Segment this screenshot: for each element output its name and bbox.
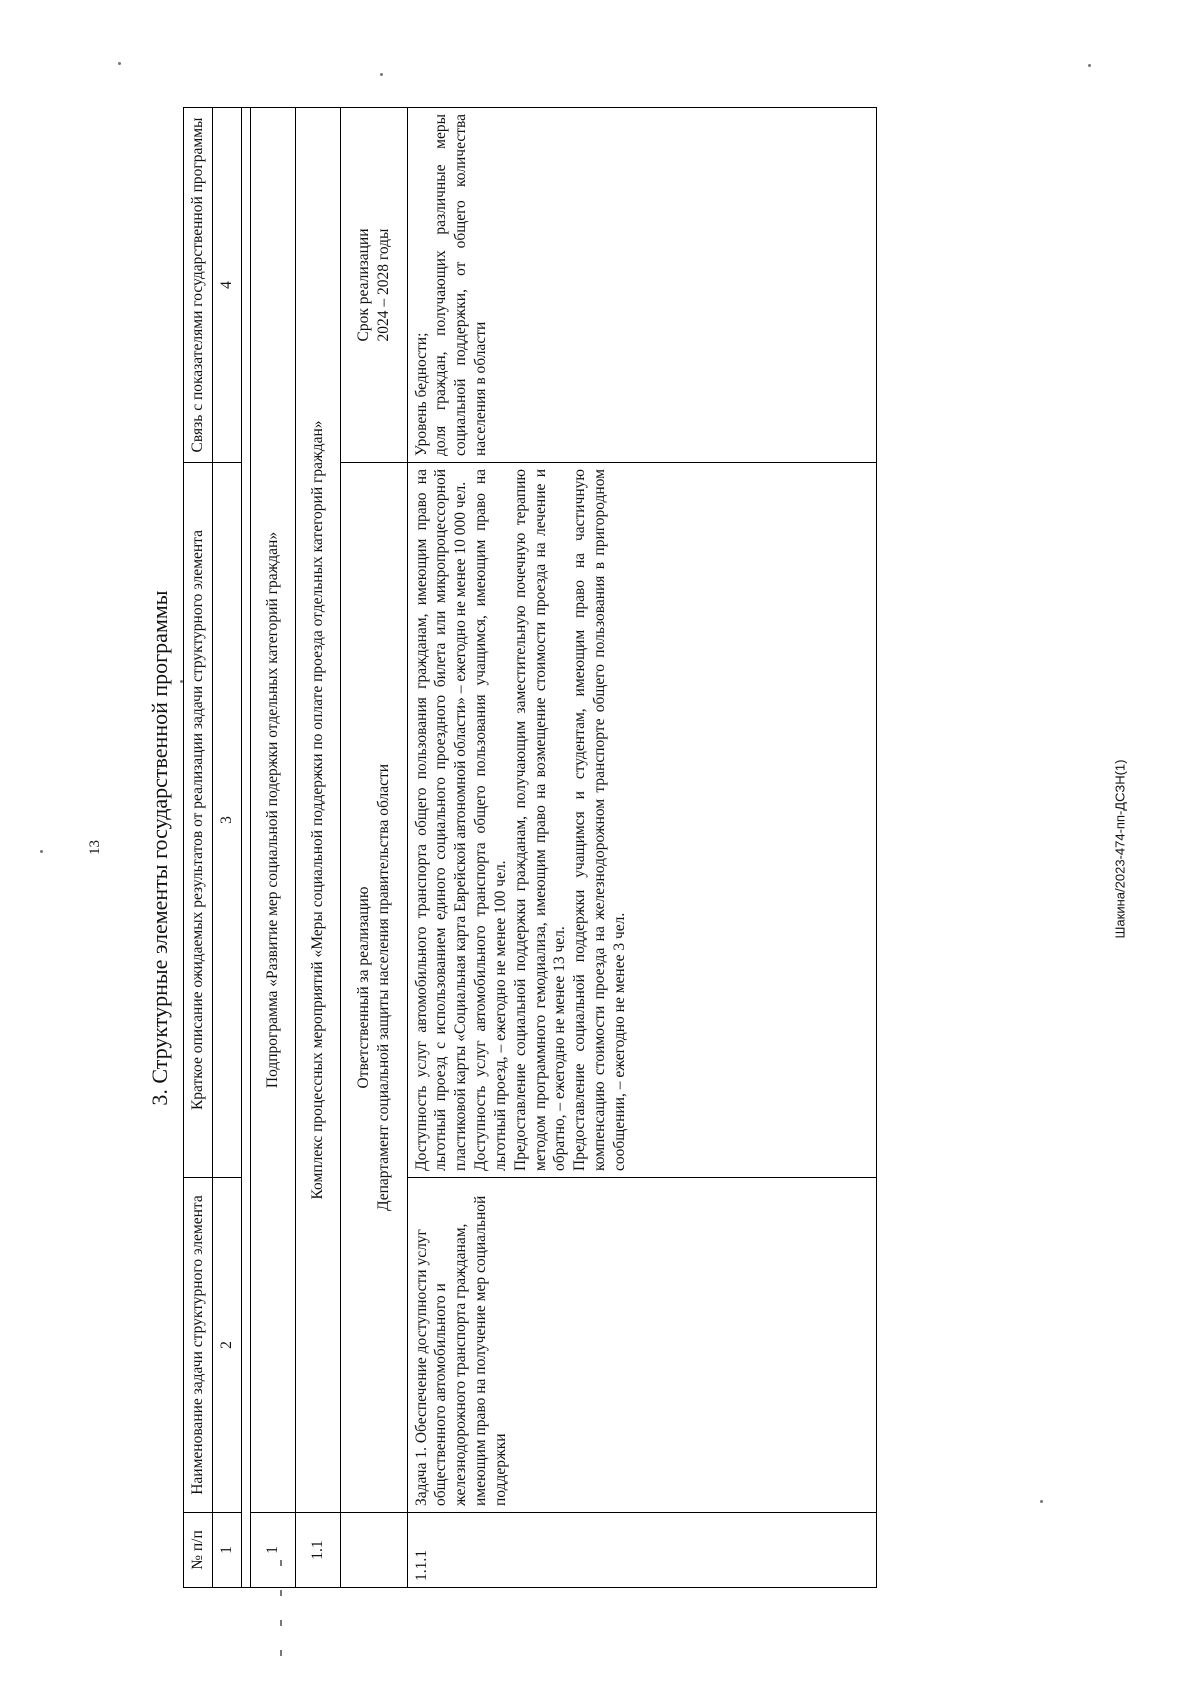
responsible-row: [340, 108, 407, 1588]
structural-elements-table: [183, 107, 877, 1588]
subprogram-number: 1: [250, 1513, 295, 1588]
scan-speck: [1088, 64, 1091, 67]
scan-dash: [280, 1620, 282, 1626]
header-task-name: Наименование задачи структурного элемента: [184, 1178, 213, 1513]
result-item: Доступность услуг автомобильного транспорта общего пользования учащимся, имеющим право на льготный проезд, – ежегодно не менее 100 чел.: [472, 469, 509, 1171]
column-number: 2: [212, 1178, 241, 1513]
result-item: Предоставление социальной поддержки учащимся и студентам, имеющим право на частичную компенсацию стоимости проезда на железнодорожном транспорте общего пользования в пригородном сообщении, – ежегодно не менее 3 чел.: [571, 469, 628, 1171]
column-number: 3: [212, 463, 241, 1178]
column-number: 1: [212, 1513, 241, 1588]
indicator-item: Уровень бедности;: [412, 332, 430, 456]
period-cell: [340, 108, 407, 463]
indicator-item: доля граждан, получающих различные меры социальной поддержки, от общего количества населения в области: [432, 114, 490, 456]
task-results: [407, 463, 876, 1178]
task-indicators: [407, 108, 876, 463]
header-results: Краткое описание ожидаемых результатов от реализации задачи структурного элемента: [184, 463, 213, 1178]
result-item: Доступность услуг автомобильного транспорта общего пользования гражданам, имеющим право на льготный проезд с использованием единого социального проездного билета или микропроцессорной пластиковой карты «Социальная карта Еврейской автономной области» – ежегодно не менее 10 000 чел.: [412, 469, 470, 1171]
scan-speck: [118, 62, 121, 65]
period-label: Срок реализации: [354, 228, 372, 342]
document-code: Шакина/2023-474-пп-ДСЗН(1): [1112, 759, 1128, 939]
scan-dash: [280, 1590, 282, 1596]
complex-title: Комплекс процессных мероприятий «Меры социальной поддержки по оплате проезда отдельных категорий граждан»: [295, 108, 340, 1513]
task-number: 1.1.1: [407, 1513, 876, 1588]
header-indicators: Связь с показателями государственной программы: [184, 108, 213, 463]
scan-speck: [40, 850, 43, 853]
header-number: № п/п: [184, 1513, 213, 1588]
rotated-page-content: [145, 108, 1145, 1588]
period-value: 2024 – 2028 годы: [374, 228, 392, 342]
complex-row: [295, 108, 340, 1588]
subprogram-title: Подпрограмма «Развитие мер социальной подержки отдельных категорий граждан»: [250, 108, 295, 1513]
result-item: Предоставление социальной поддержки гражданам, получающим заместительную почечную терапию методом программного гемодиализа, имеющим право на возмещение стоимости проезда на лечение и обратно, – ежегодно не менее 13 чел.: [511, 469, 569, 1171]
responsible-value: Департамент социальной защиты населения правительства области: [374, 763, 392, 1212]
column-number-row: [212, 108, 241, 1588]
column-number: 4: [212, 108, 241, 463]
page-number: 13: [87, 840, 103, 855]
scan-speck: [380, 73, 383, 76]
scan-dash: [280, 1650, 282, 1656]
section-heading: 3. Структурные элементы государственной программы: [147, 590, 172, 1106]
task-row: [407, 108, 876, 1588]
header-row: [184, 108, 213, 1588]
complex-number: 1.1: [295, 1513, 340, 1588]
spacer-row: [241, 108, 250, 1588]
responsible-label: Ответственный за реализацию: [354, 886, 372, 1089]
responsible-empty-cell: [340, 1513, 407, 1588]
task-name: Задача 1. Обеспечение доступности услуг общественного автомобильного и железнодорожного транспорта гражданам, имеющим право на получение мер социальной поддержки: [407, 1178, 876, 1513]
responsible-cell: [340, 463, 407, 1513]
spacer-cell: [241, 108, 250, 1588]
subprogram-row: [250, 108, 295, 1588]
